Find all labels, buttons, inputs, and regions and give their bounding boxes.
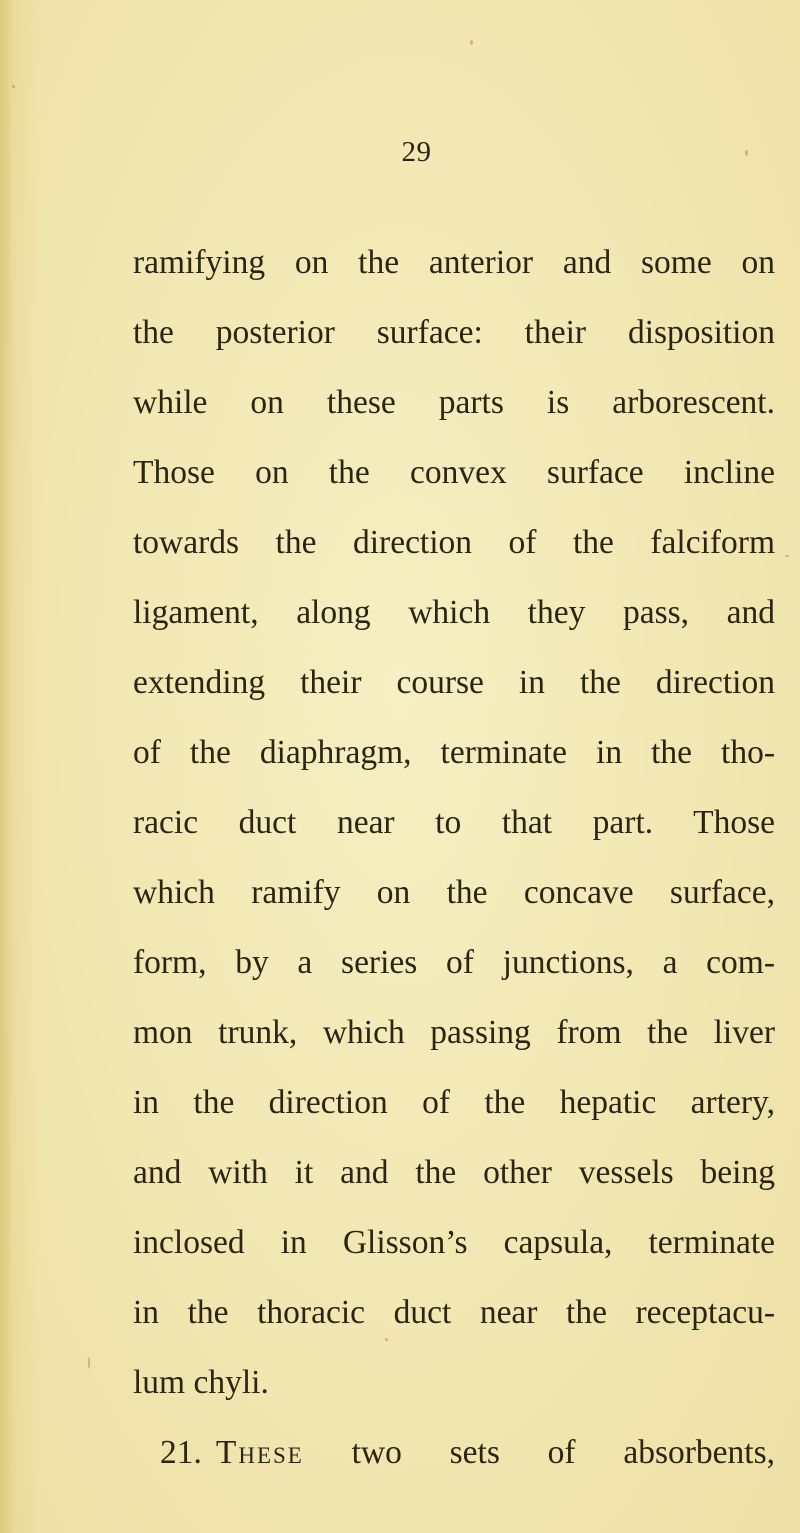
text-line: while on these parts is arborescent. (133, 384, 775, 421)
text-line: which ramify on the concave surface, (133, 874, 775, 911)
text-line: Those on the convex surface incline (133, 454, 775, 491)
text-line: in the thoracic duct near the receptacu- (133, 1294, 775, 1331)
text-line: inclosed in Glisson’s capsula, terminate (133, 1224, 775, 1261)
text-line: mon trunk, which passing from the liver (133, 1014, 775, 1051)
section-lead-word: These (215, 1434, 304, 1471)
paper-speck (470, 40, 473, 45)
text-line: and with it and the other vessels being (133, 1154, 775, 1191)
text-line: extending their course in the direction (133, 664, 775, 701)
page-body-text (133, 228, 775, 1488)
page-number: 29 (401, 136, 432, 168)
paper-speck (88, 1357, 90, 1369)
text-line: ligament, along which they pass, and (133, 594, 775, 631)
text-line: racic duct near to that part. Those (133, 804, 775, 841)
paper-speck (12, 85, 15, 88)
text-line: form, by a series of junctions, a com- (133, 944, 775, 981)
text-line: of the diaphragm, terminate in the tho- (133, 734, 775, 771)
text-line: the posterior surface: their disposition (133, 314, 775, 351)
section-number: 21. (160, 1434, 202, 1471)
text-line: towards the direction of the falciform (133, 524, 775, 561)
text-line-paragraph-end: lum chyli. (133, 1364, 269, 1401)
section-text: two sets of absorbents, (351, 1434, 776, 1471)
paper-speck (785, 555, 789, 557)
section-21-opening-line (133, 1418, 775, 1488)
text-line: in the direction of the hepatic artery, (133, 1084, 775, 1121)
text-line: ramifying on the anterior and some on (133, 244, 775, 281)
